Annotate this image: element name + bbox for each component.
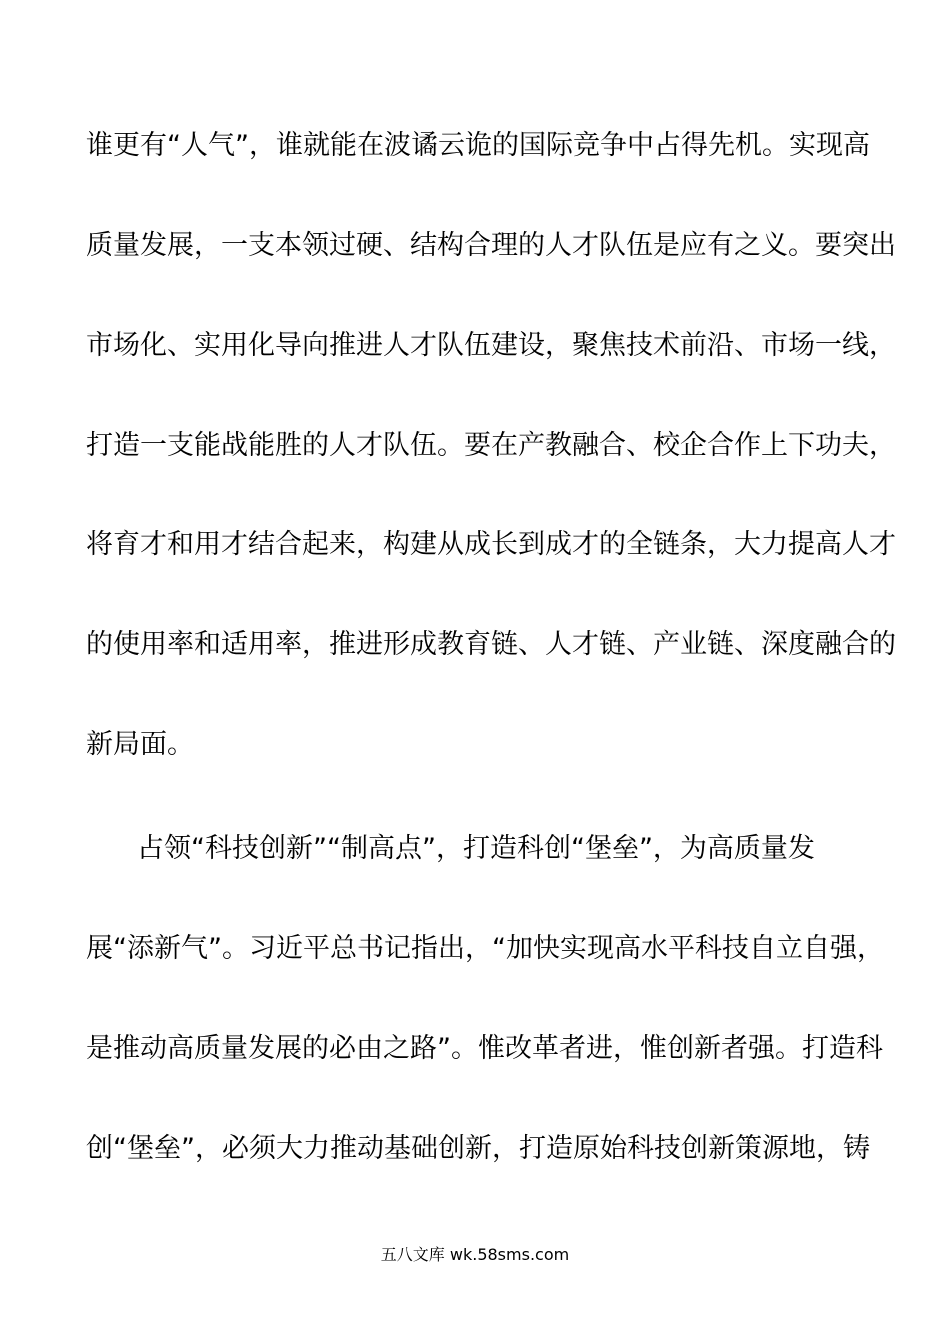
paragraph-line: 打造一支能战能胜的人才队伍。要在产教融合、校企合作上下功夫， <box>86 430 896 461</box>
paragraph-line: 展“添新气”。习近平总书记指出，“加快实现高水平科技自立自强， <box>86 933 884 964</box>
paragraph-line: 创“堡垒”，必须大力推动基础创新，打造原始科技创新策源地，铸 <box>86 1133 870 1164</box>
paragraph-line: 占领“科技创新”“制高点”，打造科创“堡垒”，为高质量发 <box>137 833 815 864</box>
paragraph-line: 谁更有“人气”，谁就能在波谲云诡的国际竞争中占得先机。实现高 <box>86 130 870 161</box>
page-footer: 五八文库 wk.58sms.com <box>380 1245 570 1264</box>
paragraph-line: 是推动高质量发展的必由之路”。惟改革者进，惟创新者强。打造科 <box>86 1033 883 1064</box>
paragraph-line: 将育才和用才结合起来，构建从成长到成才的全链条，大力提高人才 <box>86 529 896 560</box>
paragraph-line: 的使用率和适用率，推进形成教育链、人才链、产业链、深度融合的 <box>86 629 896 660</box>
paragraph-line: 质量发展，一支本领过硬、结构合理的人才队伍是应有之义。要突出 <box>86 230 896 261</box>
paragraph-line: 新局面。 <box>86 729 194 760</box>
paragraph-line: 市场化、实用化导向推进人才队伍建设，聚焦技术前沿、市场一线， <box>86 330 896 361</box>
